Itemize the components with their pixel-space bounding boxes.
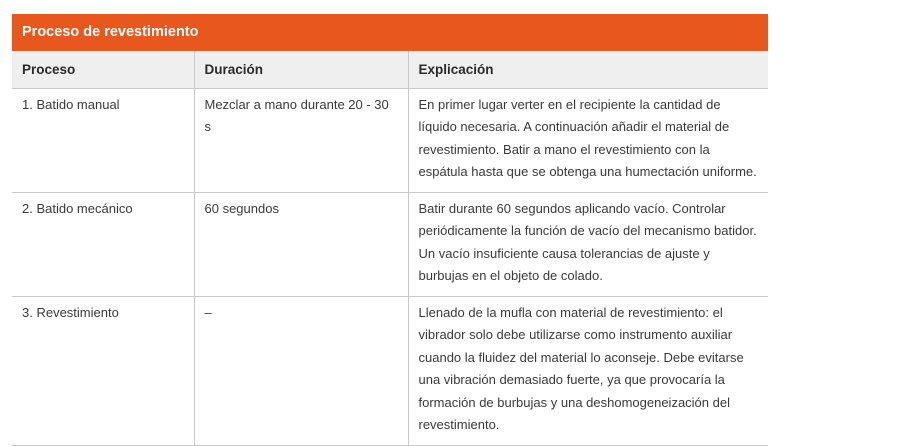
table-title: Proceso de revestimiento	[12, 14, 768, 51]
table-row	[12, 296, 768, 445]
table-header-row	[12, 51, 768, 88]
cell-duracion: Mezclar a mano durante 20 - 30 s	[194, 88, 408, 192]
cell-proceso: 1. Batido manual	[12, 88, 194, 192]
column-header-duracion: Duración	[194, 51, 408, 88]
column-header-explicacion: Explicación	[408, 51, 768, 88]
cell-duracion: 60 segundos	[194, 192, 408, 296]
cell-explicacion: En primer lugar verter en el recipiente la cantidad de líquido necesaria. A continuación añadir el material de revestimiento. Batir a mano el revestimiento con la espátula hasta que se obtenga una humectación uniforme.	[408, 88, 768, 192]
cell-explicacion: Llenado de la mufla con material de revestimiento: el vibrador solo debe utilizarse como instrumento auxiliar cuando la fluidez del material lo aconseje. Debe evitarse una vibración demasiado fuerte, ya que provocaría la formación de burbujas y una deshomogeneización del revestimiento.	[408, 296, 768, 445]
process-table-grid	[12, 51, 768, 446]
table-row	[12, 88, 768, 192]
cell-proceso: 2. Batido mecánico	[12, 192, 194, 296]
cell-explicacion: Batir durante 60 segundos aplicando vacío. Controlar periódicamente la función de vacío del mecanismo batidor. Un vacío insuficiente causa tolerancias de ajuste y burbujas en el objeto de colado.	[408, 192, 768, 296]
column-header-proceso: Proceso	[12, 51, 194, 88]
table-row	[12, 192, 768, 296]
process-table	[12, 14, 768, 446]
cell-duracion: –	[194, 296, 408, 445]
cell-proceso: 3. Revestimiento	[12, 296, 194, 445]
